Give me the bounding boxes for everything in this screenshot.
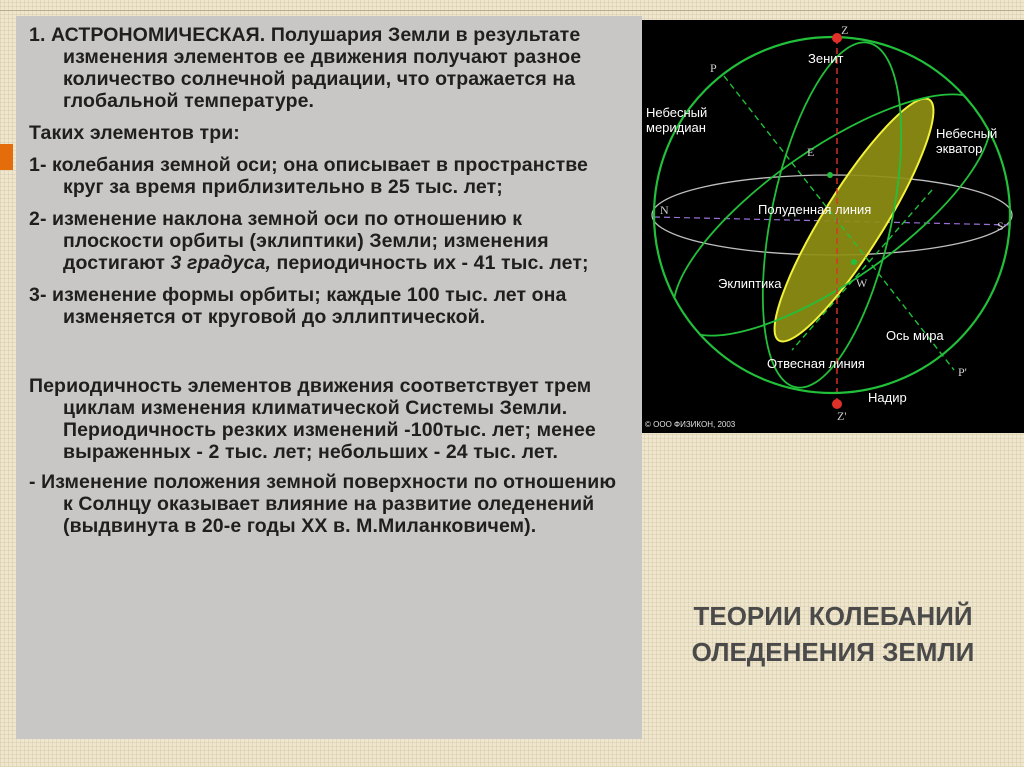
nadir-point <box>832 399 842 409</box>
slide-title <box>650 598 1016 670</box>
celestial-sphere-figure <box>642 20 1024 433</box>
paragraph-astronomical: 1. АСТРОНОМИЧЕСКАЯ. Полушария Земли в результате изменения элементов ее движения получают разное количество солнечной радиации, что отражается на глобальной температуре. <box>29 24 582 112</box>
letter-z-prime: Z' <box>837 409 847 423</box>
paragraph-periodicity: Периодичность элементов движения соответствует трем циклам изменения климатической Системы Земли. Периодичность резких изменений -100тыс. лет; менее выраженных - 2 тыс. лет; небольших - 24 тыс. лет. <box>29 375 596 463</box>
label-equator-line2: экватор <box>936 141 983 156</box>
paragraph-milankovitch: - Изменение положения земной поверхности по отношению к Солнцу оказывает влияние на развитие оледенений (выдвинута в 20-е годы XX в. М.Миланковичем). <box>29 471 617 537</box>
point-e <box>827 172 833 178</box>
list-item-orbit-shape: 3- изменение формы орбиты; каждые 100 тыс. лет она изменяется от круговой до эллиптической. <box>29 284 567 328</box>
letter-z: Z <box>841 23 849 37</box>
point-w <box>851 259 857 265</box>
label-zenith: Зенит <box>808 51 844 66</box>
letter-p: P <box>710 61 717 75</box>
label-plumb-line: Отвесная линия <box>767 356 865 371</box>
letter-s: S <box>997 219 1004 233</box>
top-rule <box>0 10 1024 11</box>
label-nadir: Надир <box>868 390 907 405</box>
letter-p-prime: P' <box>958 365 967 379</box>
text-panel <box>16 16 642 739</box>
item2-emphasis: 3 градуса, <box>170 252 271 274</box>
label-meridian-line1: Небесный <box>646 105 708 120</box>
label-noon-line: Полуденная линия <box>758 202 872 217</box>
label-meridian-line2: меридиан <box>646 120 706 135</box>
list-item-axis-oscillation: 1- колебания земной оси; она описывает в пространстве круг за время приблизительно в 25 тыс. лет; <box>29 154 589 198</box>
figure-copyright: © ООО ФИЗИКОН, 2003 <box>645 420 736 429</box>
spacer <box>29 328 628 375</box>
label-ecliptic: Эклиптика <box>718 276 782 291</box>
item2-text-start: 2- изменение наклона земной оси по отношению к плоскости орбиты (эклиптики) Земли; изменения достигают <box>29 208 549 274</box>
slide-title-line1: ТЕОРИИ КОЛЕБАНИЙ <box>693 601 973 631</box>
celestial-sphere-diagram <box>642 20 1024 433</box>
letter-n: N <box>660 203 669 217</box>
slide-title-line2: ОЛЕДЕНЕНИЯ ЗЕМЛИ <box>691 637 975 667</box>
orange-accent-bar <box>0 144 13 170</box>
letter-e: E <box>807 145 815 159</box>
label-equator-line1: Небесный <box>936 126 998 141</box>
letter-w: W <box>856 276 868 290</box>
item2-text-end: периодичность их - 41 тыс. лет; <box>270 252 589 274</box>
list-item-axis-tilt <box>29 208 628 274</box>
label-world-axis: Ось мира <box>886 328 944 343</box>
paragraph-three-elements: Таких элементов три: <box>29 122 240 144</box>
